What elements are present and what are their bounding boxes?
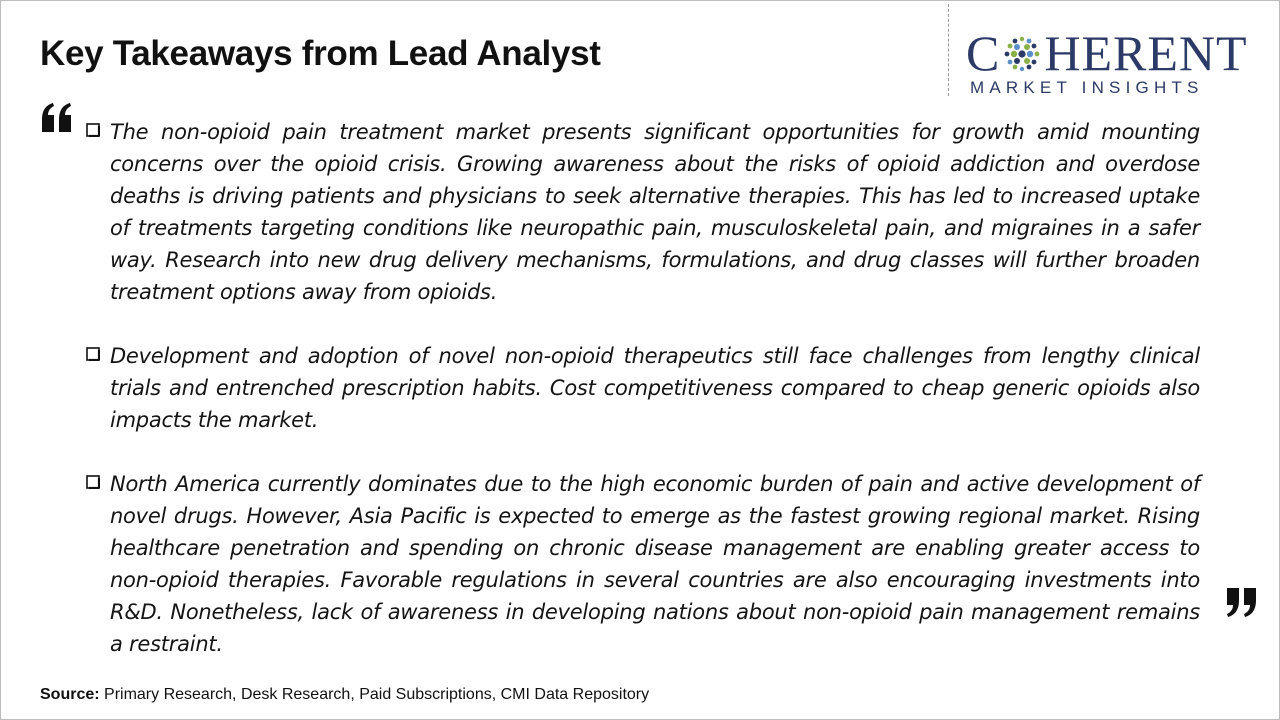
- source-note: [40, 686, 649, 704]
- source-text: Primary Research, Desk Research, Paid Subscriptions, CMI Data Repository: [99, 686, 650, 703]
- logo-letter-c: C: [966, 25, 1001, 81]
- list-item: [110, 116, 1200, 308]
- takeaways-list: [110, 116, 1200, 692]
- list-item: [110, 340, 1200, 436]
- checkbox-bullet-icon: [86, 347, 100, 361]
- checkbox-bullet-icon: [86, 123, 100, 137]
- globe-icon: [1002, 34, 1042, 74]
- checkbox-bullet-icon: [86, 475, 100, 489]
- takeaway-text: North America currently dominates due to the high economic burden of pain and active development of novel drugs. However, Asia Pacific is expected to emerge as the fastest growing regional market. Rising healthcare penetration and spending on chronic disease management are enabling greater access to non-opioid therapies. Favorable regulations in several countries are also encouraging investments into R&D. Nonetheless, lack of awareness in developing nations about non-opioid pain management remains a restraint.: [110, 472, 1200, 656]
- close-quote-icon: [1224, 584, 1258, 618]
- logo-tagline: MARKET INSIGHTS: [970, 78, 1204, 97]
- coherent-logo: [966, 25, 1266, 100]
- takeaway-text: Development and adoption of novel non-opioid therapeutics still face challenges from lengthy clinical trials and entrenched prescription habits. Cost competitiveness compared to cheap generic opioids also impacts the market.: [110, 344, 1200, 432]
- list-item: [110, 468, 1200, 660]
- logo-wordmark: [966, 25, 1248, 81]
- header-divider: [948, 4, 949, 96]
- source-label: Source:: [40, 686, 100, 703]
- page-title: Key Takeaways from Lead Analyst: [40, 34, 601, 73]
- logo-letters-herent: HERENT: [1044, 25, 1248, 81]
- open-quote-icon: [40, 102, 74, 136]
- takeaway-text: The non-opioid pain treatment market presents significant opportunities for growth amid mounting concerns over the opioid crisis. Growing awareness about the risks of opioid addiction and overdose deaths is driving patients and physicians to seek alternative therapies. This has led to increased uptake of treatments targeting conditions like neuropathic pain, musculoskeletal pain, and migraines in a safer way. Research into new drug delivery mechanisms, formulations, and drug classes will further broaden treatment options away from opioids.: [110, 120, 1200, 304]
